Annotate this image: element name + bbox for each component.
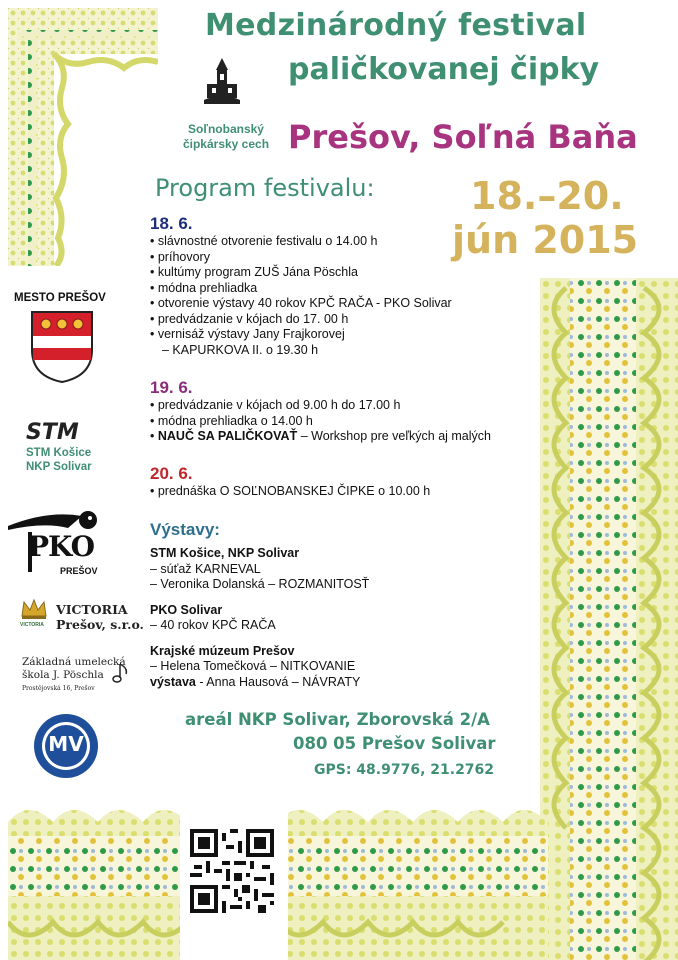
pko-sub: PREŠOV [60,566,98,576]
day-items [150,484,430,500]
exhibition-line-extra [150,675,369,691]
exhibition-group [150,603,369,634]
victoria-line2: Prešov, s.r.o. [56,617,144,632]
list-item: • vernisáž výstavy Jany Frajkorovej [150,327,452,343]
gps-coordinates: GPS: 48.9776, 21.2762 [314,762,495,778]
day-block-18 [150,214,452,358]
exhibition-heading: Krajské múzeum Prešov [150,643,295,658]
lace-right-decoration [540,278,678,960]
day-date: 19. 6. [150,378,193,397]
lace-corner-decoration [8,8,158,266]
list-item: • slávnostné otvorenie festivalu o 14.00 h [150,234,452,250]
list-item: • otvorenie výstavy 40 rokov KPČ RAČA - PKO Solivar [150,296,452,312]
victoria-small-label: VICTORIA [20,622,44,628]
victoria-text [56,602,144,632]
guild-line2: čipkársky cech [182,137,270,151]
program-title: Program festivalu: [155,174,375,202]
exhibition-group [150,644,369,691]
stm-text [26,446,92,474]
zus-line1: Základná umelecká [22,656,126,668]
list-item: • prednáška O SOĽNOBANSKEJ ČIPKE o 10.00 h [150,484,430,500]
exhibition-heading: STM Košice, NKP Solivar [150,546,300,560]
guild-name [168,122,284,152]
day-date: 18. 6. [150,214,193,233]
list-item-workshop [150,429,491,445]
list-item: • predvádzanie v kójach do 17. 00 h [150,312,452,328]
day-items [150,398,491,445]
zus-line2: škola J. Pöschla [22,669,104,681]
lace-bottom-decoration [8,792,548,960]
exhibition-line: – Helena Tomečková – NITKOVANIE [150,659,356,673]
list-item: • módna prehliadka o 14.00 h [150,414,491,430]
day-block-19 [150,378,491,445]
festival-place: Prešov, Soľná Baňa [288,118,638,156]
festival-title-line2: paličkovanej čipky [288,52,600,87]
mv-letters: MV [48,732,84,756]
exhibition-heading: PKO Solivar [150,602,223,617]
stm-line1: STM Košice [26,447,92,459]
exhibition-line: – Veronika Dolanská – ROZMANITOSŤ [150,577,370,591]
list-item: • módna prehliadka [150,281,452,297]
venue-city: 080 05 Prešov Solivar [293,734,496,753]
tower-logo-icon [202,56,242,106]
guild-line1: Soľnobanský [188,122,264,136]
venue-address: areál NKP Solivar, Zborovská 2/A [185,710,490,729]
music-note-icon [112,662,132,686]
exhibition-line: – 40 rokov KPČ RAČA [150,618,276,632]
crown-icon [20,598,48,620]
exhibition-extra-bold: výstava [150,674,196,689]
stm-line2: NKP Solivar [26,461,92,473]
workshop-desc: – Workshop pre veľkých aj malých [297,429,491,443]
exhibitions-title: Výstavy: [150,520,220,539]
sponsor-mesto-name: MESTO PREŠOV [14,292,106,304]
coat-of-arms-icon [30,310,94,384]
zus-text [22,656,126,695]
stm-logo: STM [26,420,79,445]
exhibition-group [150,546,369,593]
exhibition-line: – súťaž KARNEVAL [150,561,261,576]
workshop-title: NAUČ SA PALIČKOVAŤ [157,429,298,443]
exhibitions-section [150,520,369,690]
list-item: • príhovory [150,250,452,266]
festival-dates-line2: jún 2015 [452,218,639,262]
day-date: 20. 6. [150,464,193,483]
festival-dates-line1: 18.–20. [470,174,624,218]
pko-letters: PKO [28,530,95,563]
qr-code-icon [190,829,274,913]
festival-title-line1: Medzinárodný festival [205,8,587,43]
victoria-line1: VICTORIA [56,602,128,617]
list-item-continuation: – KAPURKOVA II. o 19.30 h [162,342,319,357]
list-item: • kultúmy program ZUŠ Jána Pöschla [150,265,452,281]
list-item: • predvádzanie v kójach od 9.00 h do 17.00 h [150,398,491,414]
day-items [150,234,452,343]
exhibition-extra-rest: - Anna Hausová – NÁVRATY [195,674,361,689]
zus-line3: Prostějovská 16, Prešov [22,685,95,692]
day-block-20 [150,464,430,500]
